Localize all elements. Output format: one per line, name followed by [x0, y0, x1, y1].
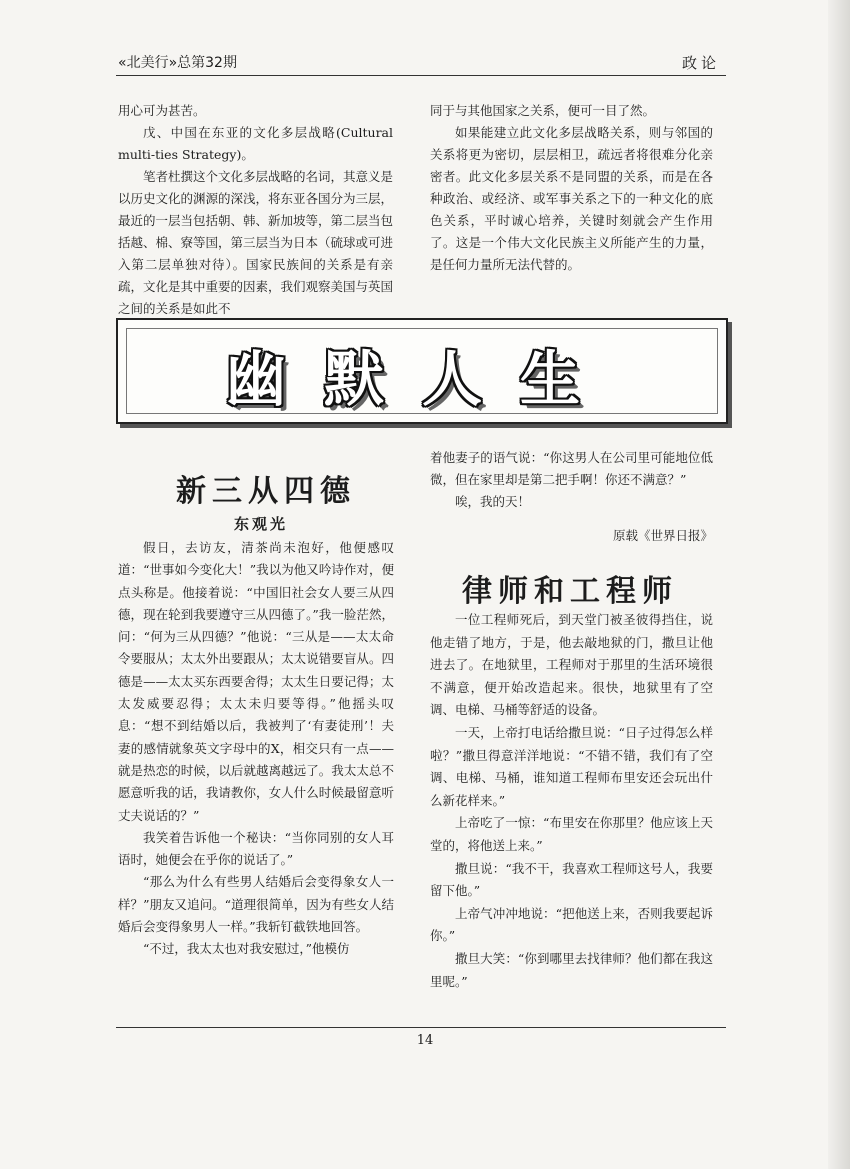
top-right-column [430, 100, 713, 276]
paragraph: 用心可为甚苦。 [118, 103, 206, 118]
paragraph: “不过，我太太也对我安慰过，”他模仿 [143, 941, 350, 957]
paragraph: “那么为什么有些男人结婚后会变得象女人一样？”朋友又追问。“道理很简单，因为有些女人结婚后会变得象男人一样。”我斩钉截铁地回答。 [118, 874, 394, 935]
journal-header: «北美行»总第32期 [118, 55, 237, 71]
paragraph: 着他妻子的语气说：“你这男人在公司里可能地位低微，但在家里却是第二把手啊！你还不满意？” [430, 450, 713, 487]
paragraph: 假日，去访友，清茶尚未泡好，他便感叹道：“世事如今变化大！”我以为他又吟诗作对，便点头称是。他接着说：“中国旧社会女人要三从四德，现在轮到我要遵守三从四德了。”我一脸茫然，问：“何为三从四德？”他说：“三从是——太太命令要服从；太太外出要跟从；太太说错要盲从。四德是——太太买东西要舍得；太太生日要记得；太太发威要忍得；太太未归要等得。”他摇头叹息：“想不到结婚以后，我被判了‘有妻徒刑’！夫妻的感情就象英文字母中的X，相交只有一点——就是热恋的时候，以后就越离越远了。我太太总不愿意听我的话，我请教你，女人什么时候最留意听丈夫说话的？” [118, 540, 394, 823]
article1-right-column [430, 447, 713, 513]
paragraph: 一位工程师死后，到天堂门被圣彼得挡住，说他走错了地方，于是，他去敲地狱的门，撒旦让他进去了。在地狱里，工程师对于那里的生活环境很不满意，便开始改造起来。很快，地狱里有了空调、电梯、马桶等舒适的设备。 [430, 612, 713, 718]
paragraph: 笔者杜撰这个文化多层战略的名词，其意义是以历史文化的渊源的深浅，将东亚各国分为三层，最近的一层当包括朝、韩、新加坡等，第二层当包括越、棉、寮等国，第三层当为日本（硫球或可进入第二层单独对待）。国家民族间的关系是有亲疏，文化是其中重要的因素，我们观察美国与英国之间的关系是如此不 [118, 169, 394, 316]
paragraph: 上帝吃了一惊：“布里安在你那里？他应该上天堂的，将他送上来。” [430, 815, 713, 853]
article2-body [430, 609, 713, 993]
top-left-column [118, 100, 393, 320]
paragraph: 撒旦大笑：“你到哪里去找律师？他们都在我这里呢。” [430, 950, 713, 989]
section-label: 政论 [682, 54, 721, 72]
page-number: 14 [416, 1033, 434, 1048]
article1-left-column [118, 537, 394, 961]
footer-divider [116, 1027, 726, 1028]
page-edge [828, 0, 850, 1169]
article-source: 原载《世界日报》 [612, 528, 713, 543]
paragraph: 如果能建立此文化多层战略关系，则与邻国的关系将更为密切，层层相卫，疏远者将很难分化亲密者。此文化多层关系不是同盟的关系，而是在各种政治、或经济、或军事关系之下的一种文化的底色关系，平时诚心培养，关键时刻就会产生作用了。这是一个伟大文化民族主义所能产生的力量，是任何力量所无法代替的。 [430, 125, 713, 272]
paragraph: 一天，上帝打电话给撒旦说：“日子过得怎么样啦？”撒旦得意洋洋地说：“不错不错，我们有了空调、电梯、马桶，谁知道工程师布里安还会玩出什么新花样来。” [430, 724, 713, 808]
humor-life-banner [116, 318, 728, 424]
article-title: 新三从四德 [176, 474, 356, 509]
paragraph: 唉，我的天！ [455, 494, 531, 509]
banner-title: 幽默人生 [226, 345, 618, 415]
paragraph: 上帝气冲冲地说：“把他送上来，否则我要起诉你。” [430, 905, 713, 944]
paragraph: 戊、中国在东亚的文化多层战略(Cultural multi-ties Strategy)。 [118, 125, 393, 162]
article-title: 律师和工程师 [462, 574, 678, 609]
header-divider [116, 75, 726, 76]
paragraph: 同于与其他国家之关系，便可一目了然。 [430, 103, 656, 118]
paragraph: 我笑着告诉他一个秘诀：“当你同别的女人耳语时，她便会在乎你的说话了。” [118, 829, 394, 868]
article-author: 东观光 [234, 515, 289, 533]
paragraph: 撒旦说：“我不干，我喜欢工程师这号人，我要留下他。” [430, 860, 713, 899]
